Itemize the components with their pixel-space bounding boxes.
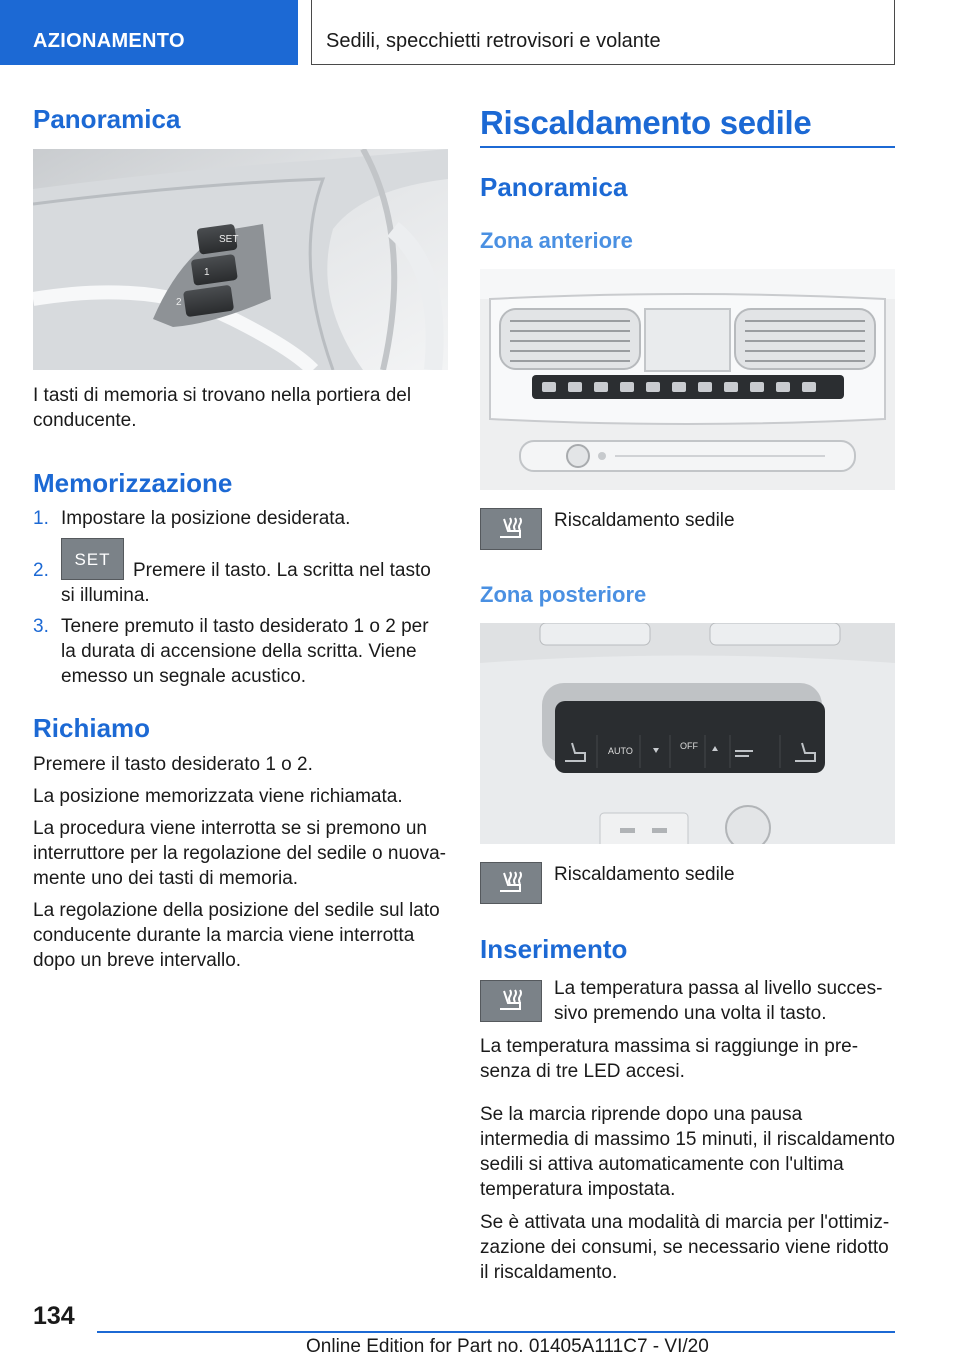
set-label: SET: [219, 234, 239, 245]
memory-two-label: 2: [176, 297, 182, 308]
rear-caption: Riscaldamento sedile: [554, 864, 735, 885]
richiamo-paragraph: La procedura viene interrotta se si premono un interruttore per la regolazione del sedile o nuovamente uno dei tasti di memoria.: [33, 818, 446, 889]
zona-anteriore-heading: Zona anteriore: [480, 228, 633, 253]
set-button-label: SET: [74, 549, 111, 569]
step-text: Tenere premuto il tasto desiderato 1 o 2 per la durata di accensione della scritta. Viene emesso un segnale acustico.: [61, 616, 429, 687]
front-console-illustration: [480, 269, 895, 490]
richiamo-paragraph: Premere il tasto desiderato 1 o 2.: [33, 754, 313, 775]
seat-heating-icon: [480, 508, 542, 550]
richiamo-paragraph: La posizione memorizzata viene richiamata.: [33, 786, 403, 807]
richiamo-paragraph: La regolazione della posizione del sedile sul lato conducente durante la marcia viene interrotta dopo un breve intervallo.: [33, 900, 440, 971]
rear-console-photo: [480, 623, 895, 844]
rear-console-illustration: [480, 623, 895, 844]
step-text: Impostare la posizione desiderata.: [61, 508, 351, 529]
richiamo-heading: Richiamo: [33, 713, 151, 743]
step-1: [33, 506, 448, 531]
door-panel-illustration: [33, 149, 448, 370]
heading-rule: [480, 146, 895, 148]
panoramica-heading: Panoramica: [33, 104, 181, 134]
memorizzazione-heading: Memorizzazione: [33, 468, 233, 498]
inserimento-paragraph: Se è attivata una modalità di marcia per l'ottimizzazione dei consumi, se necessario viene ridotto il riscaldamento.: [480, 1212, 890, 1283]
front-caption: Riscaldamento sedile: [554, 510, 735, 531]
inserimento-paragraph: Se la marcia riprende dopo una pausa intermedia di massimo 15 minuti, il riscaldamento sedili si attiva automaticamente con l'ultima temperatura impostata.: [480, 1104, 895, 1200]
step-2: [33, 538, 448, 608]
panoramica-subheading: Panoramica: [480, 172, 628, 202]
edition-footer: Online Edition for Part no. 01405A111C7 - VI/20: [306, 1336, 709, 1357]
step-number: 3.: [33, 616, 49, 637]
step-number: 1.: [33, 508, 49, 529]
seat-heating-icon: [480, 862, 542, 904]
inserimento-paragraph: La temperatura massima si raggiunge in presenza di tre LED accesi.: [480, 1036, 859, 1082]
section-title: AZIONAMENTO: [33, 30, 185, 52]
chapter-title: Sedili, specchietti retrovisori e volante: [326, 30, 661, 52]
step-text: Premere il tasto. La scritta nel tasto si illumina.: [61, 560, 431, 606]
seat-heating-icon: [480, 980, 542, 1022]
riscaldamento-heading: Riscaldamento sedile: [480, 104, 812, 141]
front-console-photo: [480, 269, 895, 490]
page-number: 134: [33, 1302, 75, 1330]
memory-one-label: 1: [204, 267, 210, 278]
intro-paragraph: I tasti di memoria si trovano nella portiera del conducente.: [33, 385, 412, 431]
footer-rule: [97, 1331, 895, 1333]
inserimento-icon-text: La temperatura passa al livello successivo premendo una volta il tasto.: [554, 978, 883, 1024]
off-label: OFF: [680, 741, 698, 751]
zona-posteriore-heading: Zona posteriore: [480, 582, 647, 607]
section-tab: [0, 0, 298, 65]
step-3: [33, 614, 448, 689]
chapter-tab: [311, 0, 895, 65]
inserimento-heading: Inserimento: [480, 934, 628, 964]
auto-label: AUTO: [608, 746, 633, 756]
door-memory-buttons-photo: [33, 149, 448, 370]
step-number: 2.: [33, 560, 49, 581]
